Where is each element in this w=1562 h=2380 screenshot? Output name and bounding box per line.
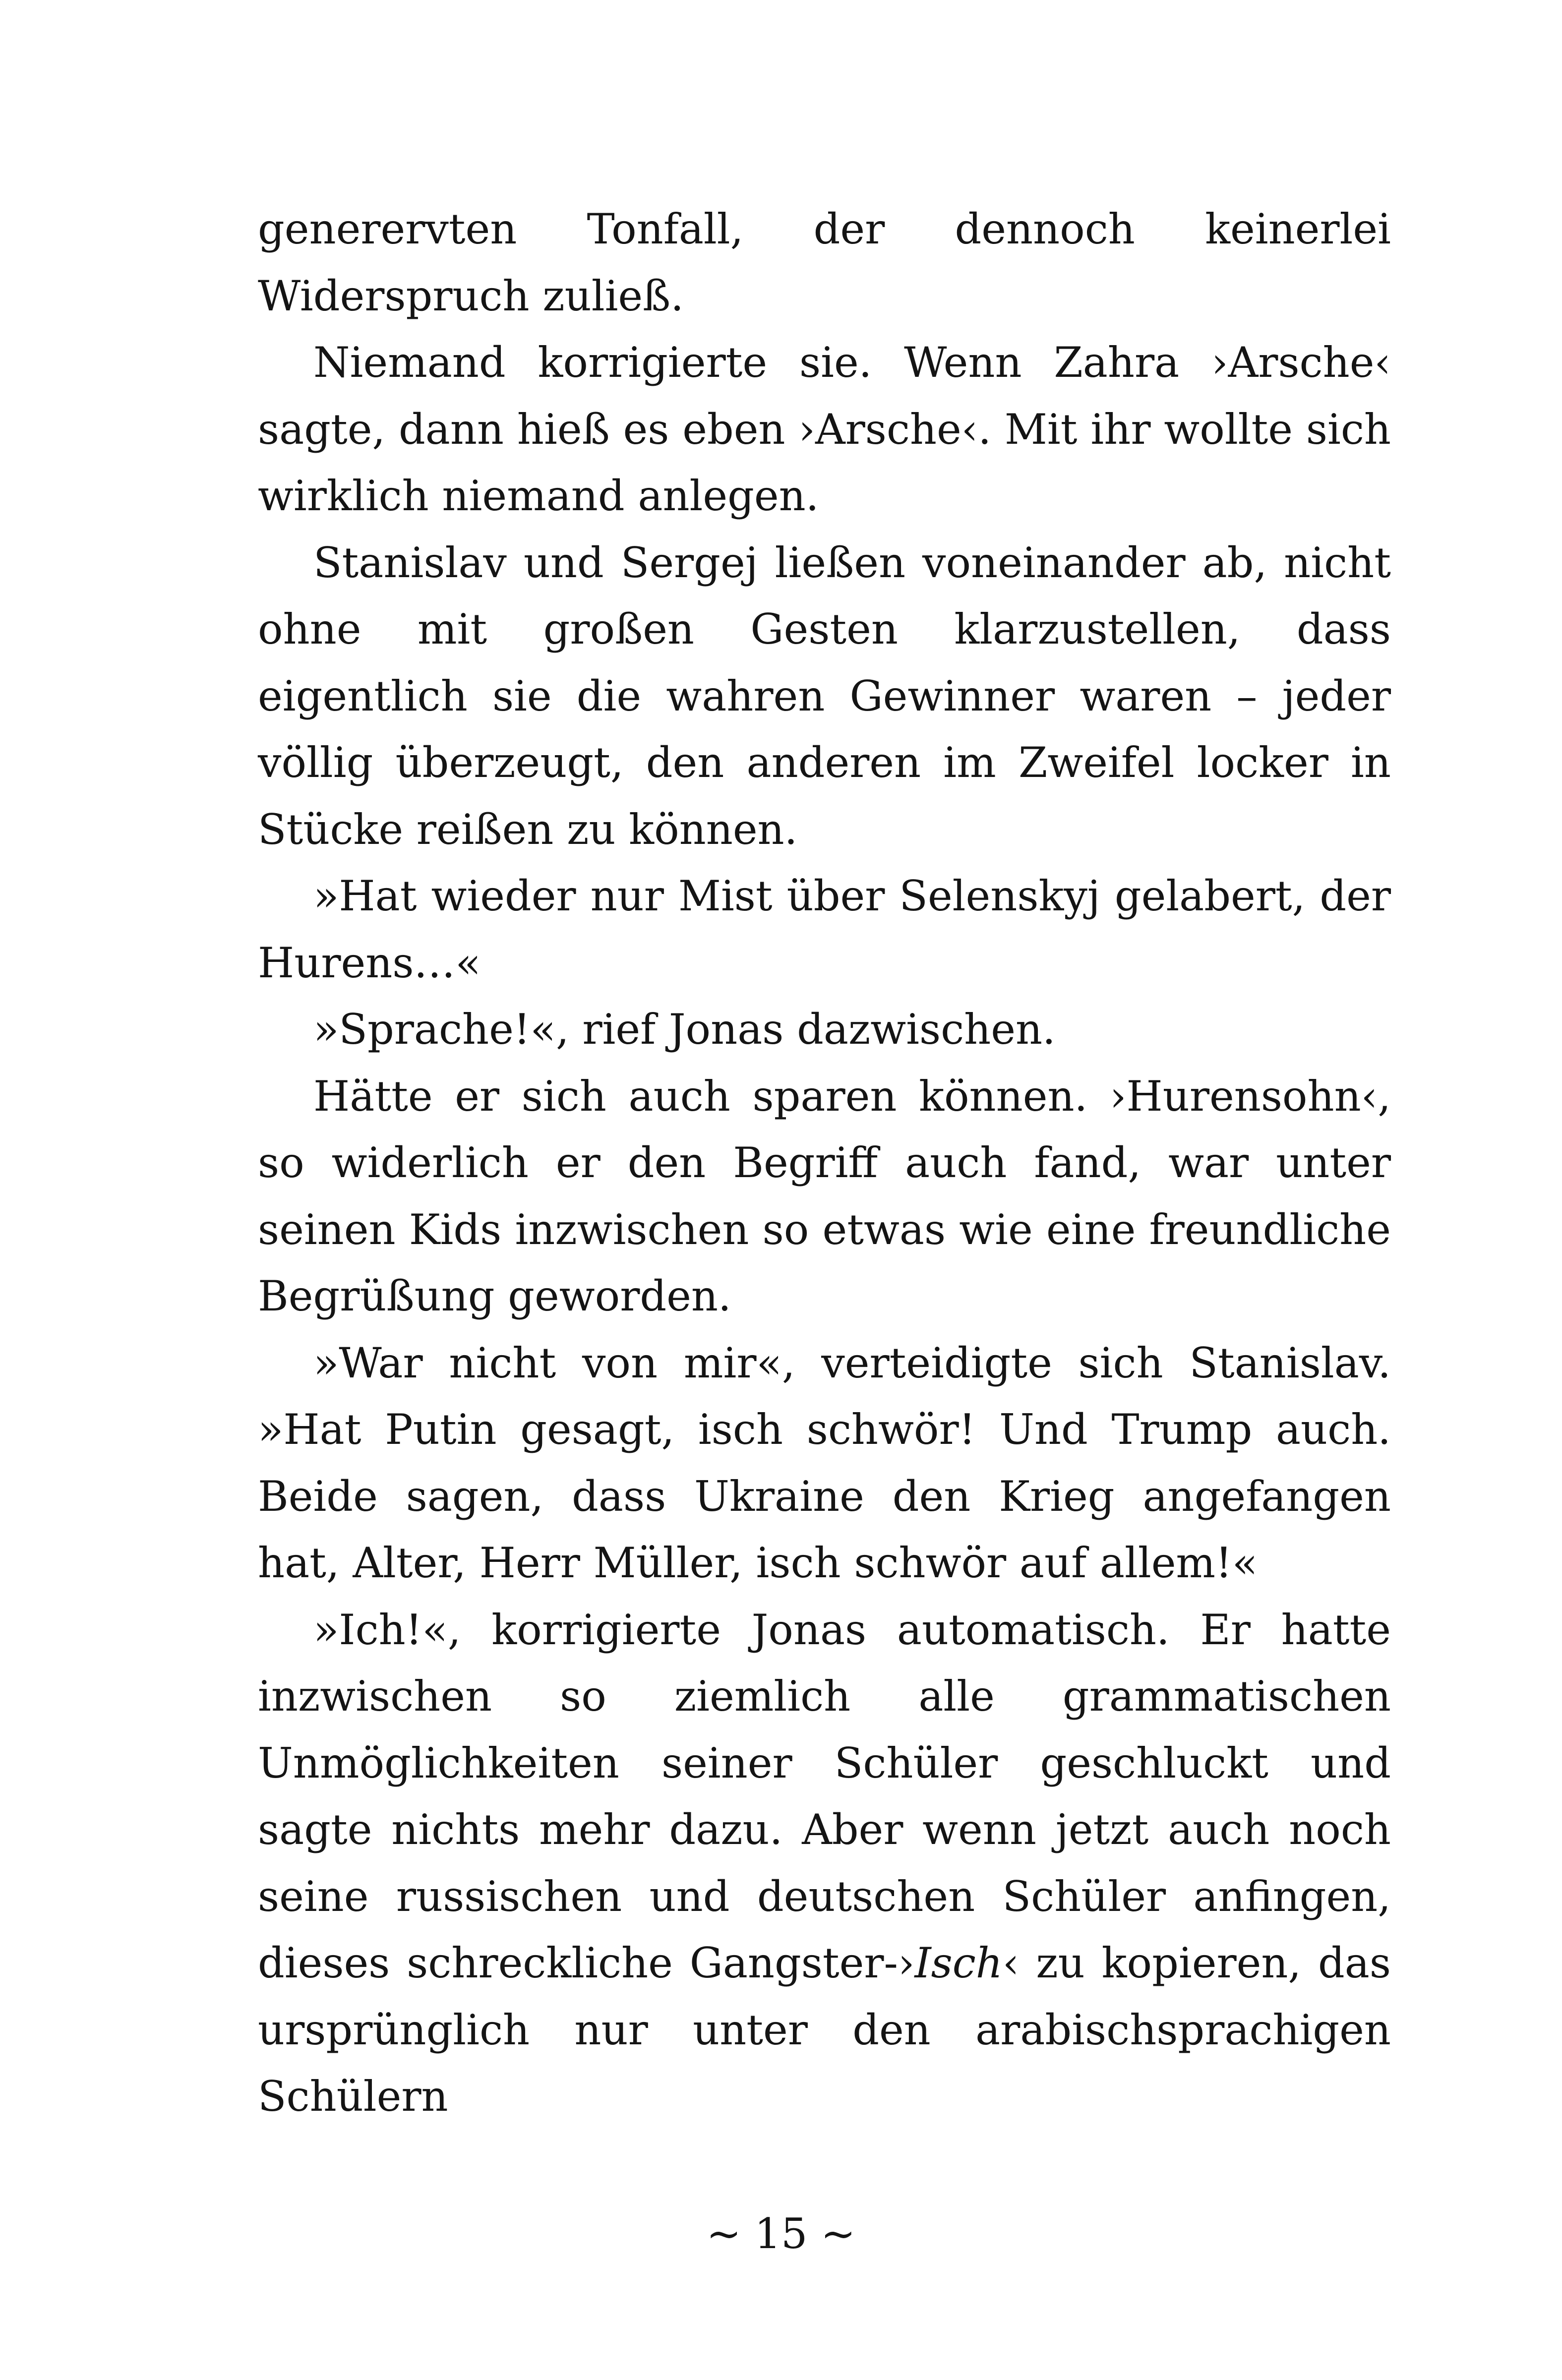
ich-text-after: ‹ zu kopieren, das ursprünglich nur unter den arabischsprachigen Schülern bbox=[258, 1939, 1391, 2121]
paragraph-selenskyj-quote: »Hat wieder nur Mist über Selenskyj gelabert, der Hurens…« bbox=[258, 872, 1391, 987]
paragraph-ich-correction bbox=[258, 1597, 1391, 2130]
paragraph-hurensohn: Hätte er sich auch sparen können. ›Hurensohn‹, so widerlich er den Begriff auch fand, war unter seinen Kids inzwischen so etwas wie eine freundliche Begrüßung geworden. bbox=[258, 1071, 1391, 1320]
paragraph-stanislav-sergej: Stanislav und Sergej ließen voneinander ab, nicht ohne mit großen Gesten klarzustellen, dass eigentlich sie die wahren Gewinner waren – jeder völlig überzeugt, den anderen im Zweifel locker in Stücke reißen zu können. bbox=[258, 538, 1391, 854]
paragraph-zahra: Niemand korrigierte sie. Wenn Zahra ›Arsche‹ sagte, dann hieß es eben ›Arsche‹. Mit ihr wollte sich wirklich niemand anlegen. bbox=[258, 338, 1391, 520]
body-text bbox=[258, 196, 1391, 2130]
paragraph-continuation: generervten Tonfall, der dennoch keinerlei Widerspruch zuließ. bbox=[258, 205, 1391, 320]
ich-text-before: »Ich!«, korrigierte Jonas automatisch. Er hatte inzwischen so ziemlich alle grammatischen Unmöglichkeiten seiner Schüler geschluckt und sagte nichts mehr dazu. Aber wenn jetzt auch noch seine russischen und deutschen Schüler anfingen, dieses schreckliche Gangster-› bbox=[258, 1605, 1391, 1987]
paragraph-stanislav-defense: »War nicht von mir«, verteidigte sich Stanislav. »Hat Putin gesagt, isch schwör! Und Trump auch. Beide sagen, dass Ukraine den Krieg angefangen hat, Alter, Herr Müller, isch schwör auf allem!« bbox=[258, 1338, 1391, 1587]
page-number: ~ 15 ~ bbox=[706, 2209, 856, 2258]
paragraph-sprache: »Sprache!«, rief Jonas dazwischen. bbox=[313, 1005, 1056, 1054]
isch-italic: Isch bbox=[914, 1939, 1003, 1987]
